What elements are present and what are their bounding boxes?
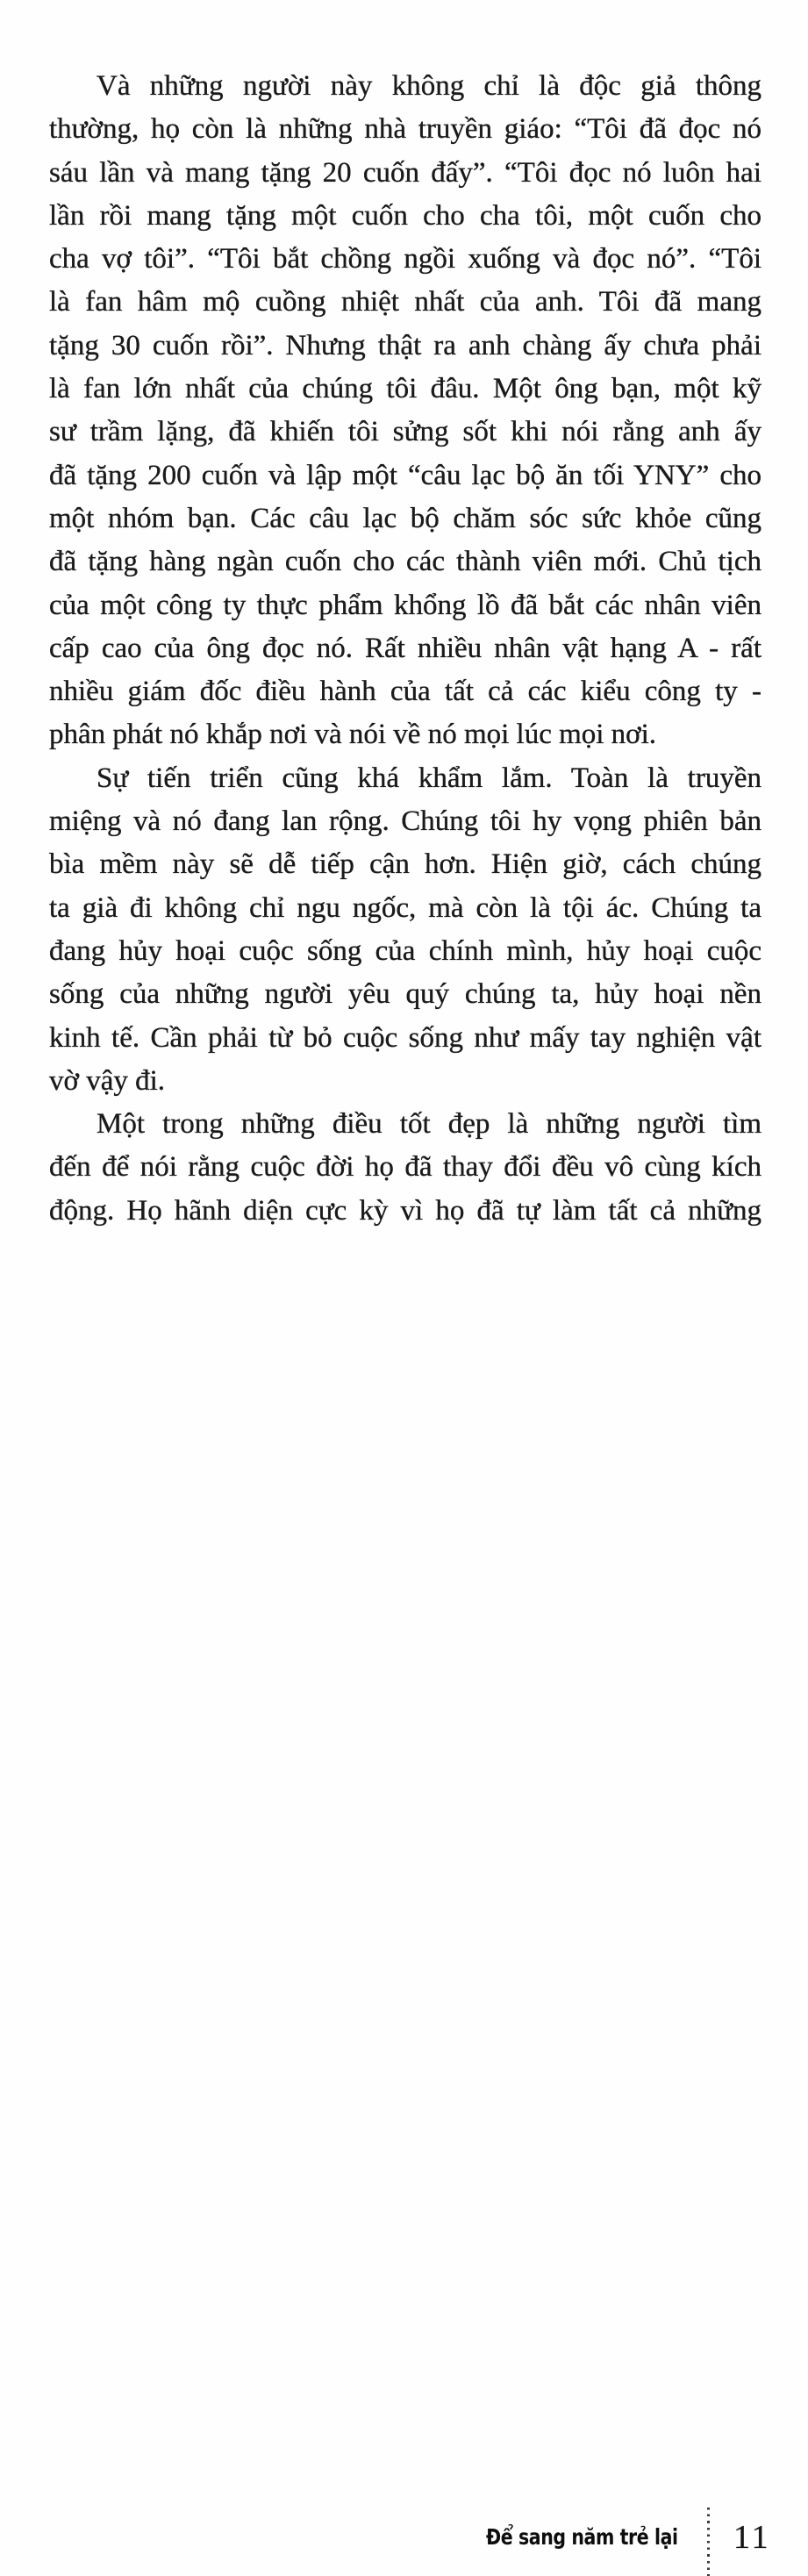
text-line: đến để nói rằng cuộc đời họ đã thay đổi đều vô cùng kích: [49, 1151, 762, 1184]
text-line: nhiều giám đốc điều hành của tất cả các kiểu công ty -: [49, 676, 762, 708]
text-line: đã tặng hàng ngàn cuốn cho các thành viên mới. Chủ tịch: [49, 546, 762, 578]
footer-book-title: Để sang năm trẻ lại: [486, 2524, 678, 2550]
text-line: đã tặng 200 cuốn và lập một “câu lạc bộ ăn tối YNY” cho: [49, 459, 762, 491]
text-line: Một trong những điều tốt đẹp là những người tìm: [97, 1108, 762, 1141]
text-line: tặng 30 cuốn rồi”. Nhưng thật ra anh chàng ấy chưa phải: [49, 329, 762, 361]
text-line: một nhóm bạn. Các câu lạc bộ chăm sóc sức khỏe cũng: [49, 502, 762, 534]
text-line: động. Họ hãnh diện cực kỳ vì họ đã tự làm tất cả những: [49, 1194, 762, 1227]
text-line: ta già đi không chỉ ngu ngốc, mà còn là tội ác. Chúng ta: [49, 891, 762, 924]
dotted-divider: [707, 2508, 710, 2576]
text-line: của một công ty thực phẩm khổng lồ đã bắt các nhân viên: [49, 589, 762, 621]
page-number: 11: [733, 2519, 771, 2556]
text-line: Sự tiến triển cũng khá khẩm lắm. Toàn là truyền: [97, 762, 762, 794]
text-line: là fan lớn nhất của chúng tôi đâu. Một ông bạn, một kỹ: [49, 373, 762, 405]
text-line: kinh tế. Cần phải từ bỏ cuộc sống như mấy tay nghiện vật: [49, 1021, 762, 1054]
text-line: là fan hâm mộ cuồng nhiệt nhất của anh. Tôi đã mang: [49, 286, 762, 318]
text-line: bìa mềm này sẽ dễ tiếp cận hơn. Hiện giờ, cách chúng: [49, 848, 762, 881]
text-line: lần rồi mang tặng một cuốn cho cha tôi, một cuốn cho: [49, 199, 762, 232]
text-line: sáu lần và mang tặng 20 cuốn đấy”. “Tôi đọc nó luôn hai: [49, 156, 762, 189]
text-line: vờ vậy đi.: [49, 1064, 166, 1097]
text-line: Và những người này không chỉ là độc giả thông: [97, 70, 762, 102]
text-block: [49, 65, 762, 1233]
text-line: đang hủy hoại cuộc sống của chính mình, hủy hoại cuộc: [49, 934, 762, 967]
text-line: miệng và nó đang lan rộng. Chúng tôi hy vọng phiên bản: [49, 805, 762, 838]
text-line: cha vợ tôi”. “Tôi bắt chồng ngồi xuống và đọc nó”. “Tôi: [49, 243, 762, 275]
text-line: sống của những người yêu quý chúng ta, hủy hoại nền: [49, 978, 762, 1011]
text-line: thường, họ còn là những nhà truyền giáo: “Tôi đã đọc nó: [49, 113, 762, 146]
text-line: phân phát nó khắp nơi và nói về nó mọi lúc mọi nơi.: [49, 719, 657, 751]
text-line: sư trầm lặng, đã khiến tôi sửng sốt khi nói rằng anh ấy: [49, 416, 762, 448]
page-footer: [0, 1250, 808, 2556]
text-line: cấp cao của ông đọc nó. Rất nhiều nhân vật hạng A - rất: [49, 632, 762, 664]
